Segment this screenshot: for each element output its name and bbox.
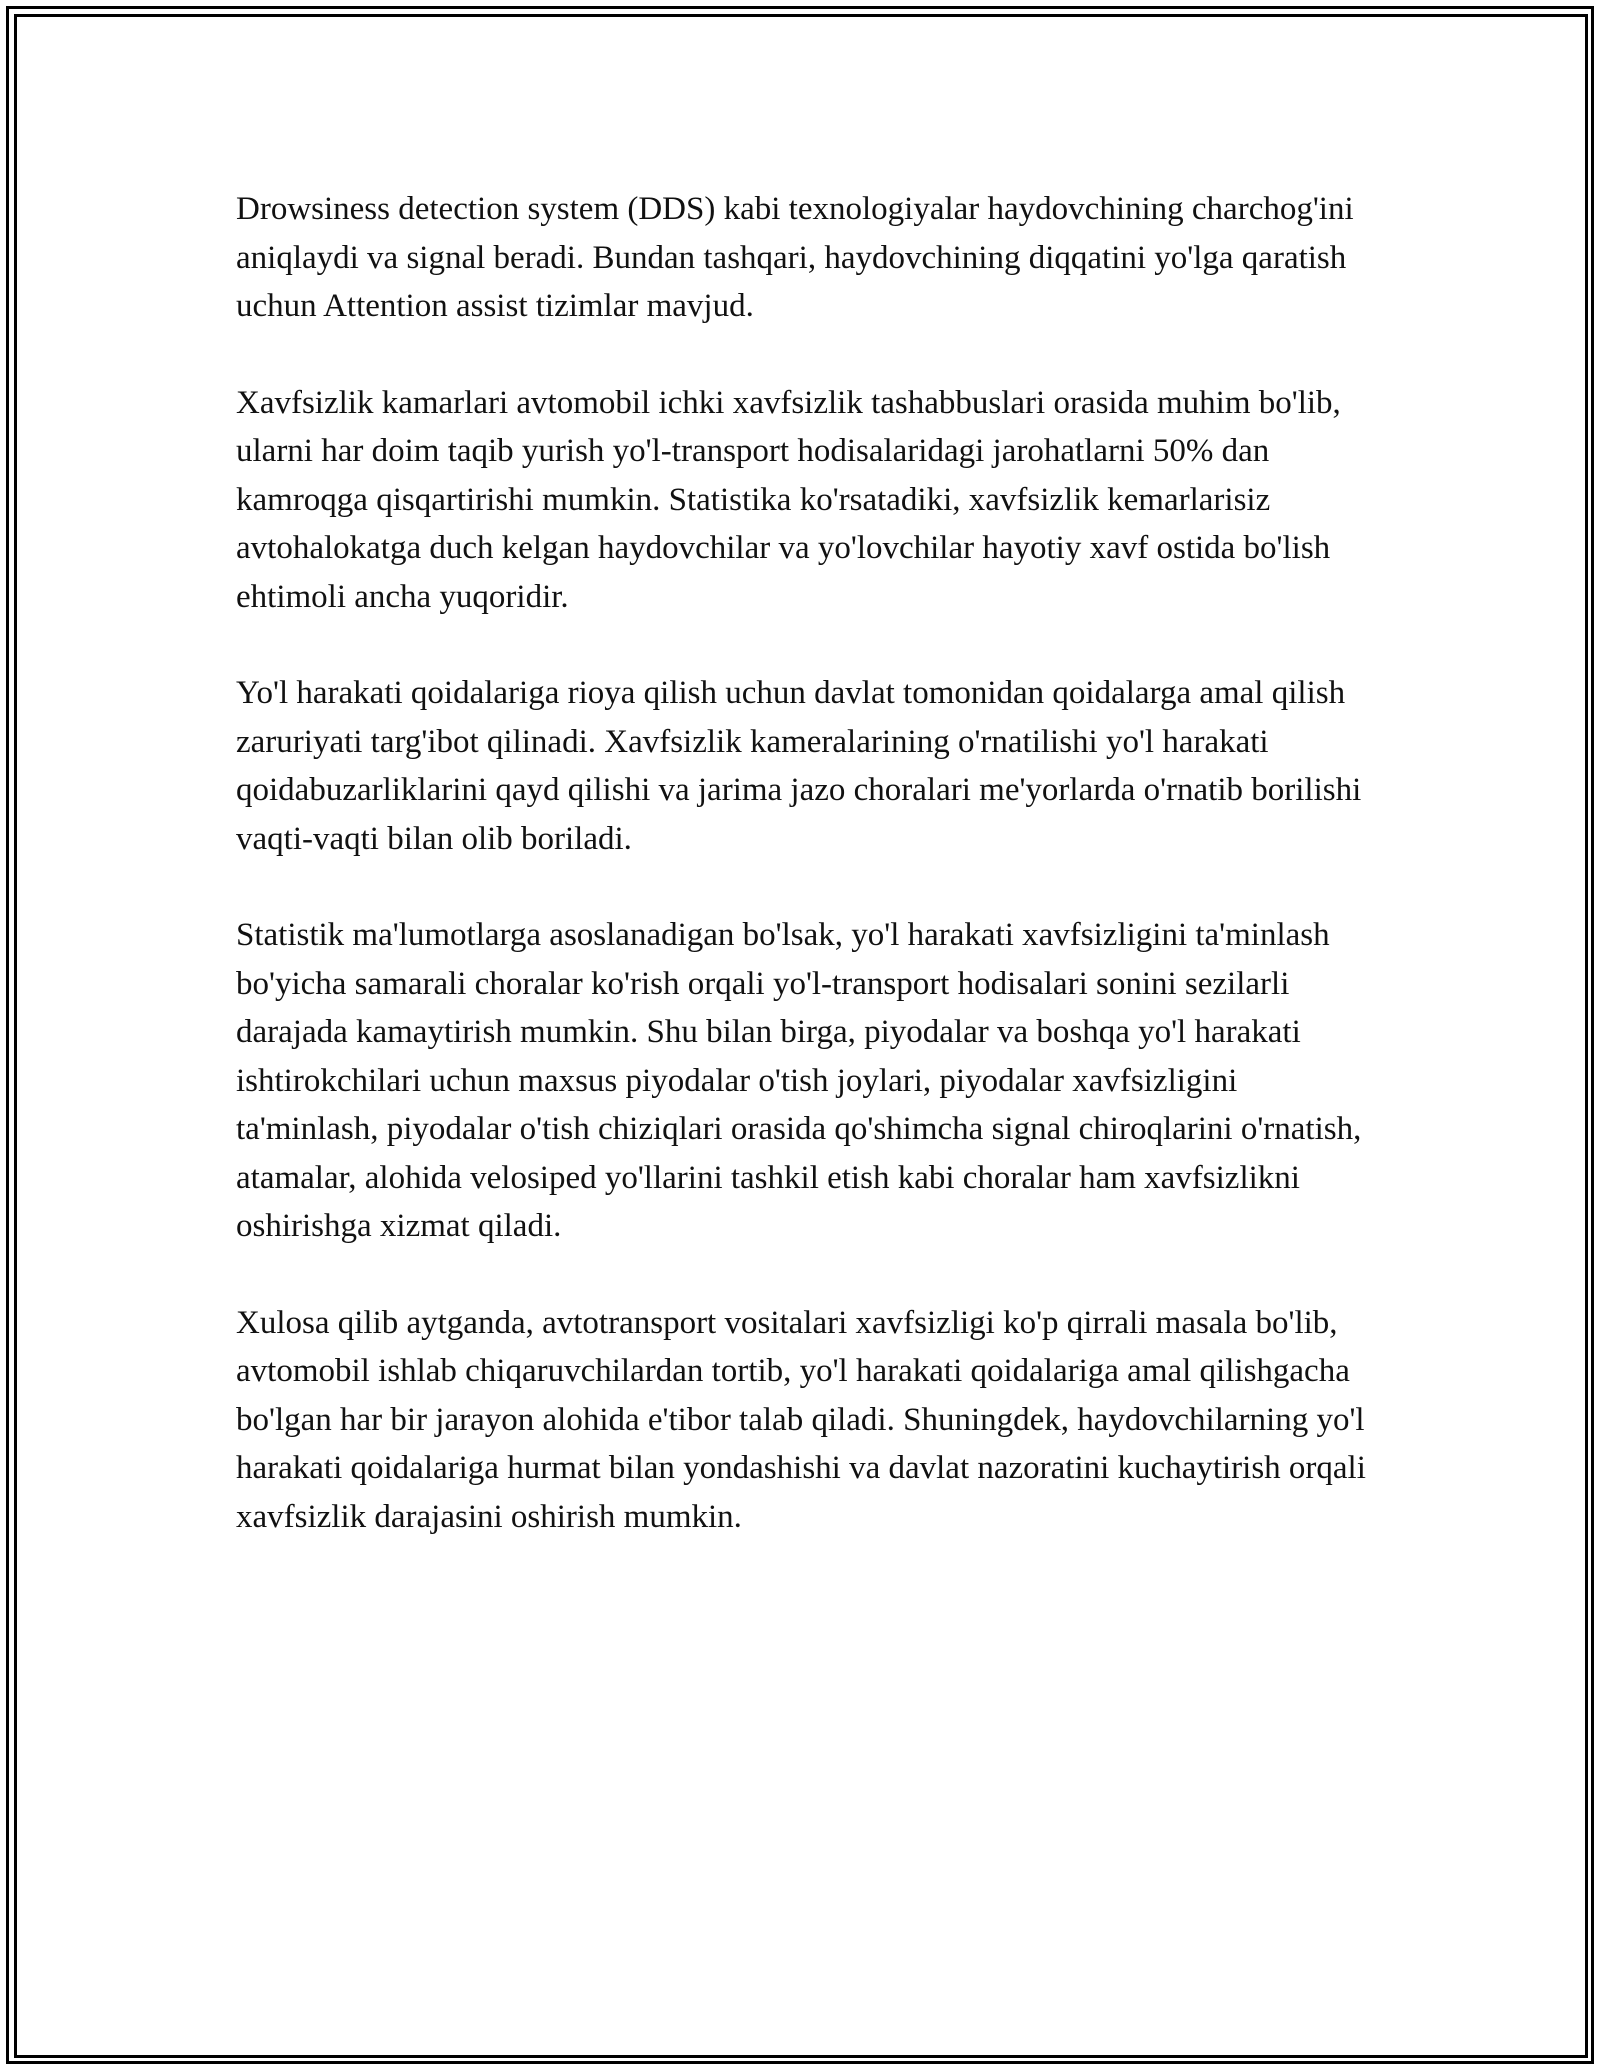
paragraph-seat-belts: Xavfsizlik kamarlari avtomobil ichki xavfsizlik tashabbuslari orasida muhim bo'lib, ularni har doim taqib yurish yo'l-transport hodisalaridagi jarohatlarni 50% dan kamroqga qisqartirishi mumkin. Statistika ko'rsatadiki, xavfsizlik kemarlarisiz avtohalokatga duch kelgan haydovchilar va yo'lovchilar hayotiy xavf ostida bo'lish ehtimoli ancha yuqoridir. xyxy=(236,384,1341,615)
document-body xyxy=(236,185,1386,1589)
paragraph-drowsiness-detection: Drowsiness detection system (DDS) kabi texnologiyalar haydovchining charchog'ini aniqlaydi va signal beradi. Bundan tashqari, haydovchining diqqatini yo'lga qaratish uchun Attention assist tizimlar mavjud. xyxy=(236,191,1354,324)
paragraph-traffic-rules: Yo'l harakati qoidalariga rioya qilish uchun davlat tomonidan qoidalarga amal qilish zaruriyati targ'ibot qilinadi. Xavfsizlik kameralarining o'rnatilishi yo'l harakati qoidabuzarliklarini qayd qilishi va jarima jazo choralari me'yorlarda o'rnatib borilishi vaqti-vaqti bilan olib boriladi. xyxy=(236,675,1362,857)
paragraph-statistics: Statistik ma'lumotlarga asoslanadigan bo'lsak, yo'l harakati xavfsizligini ta'minlash bo'yicha samarali choralar ko'rish orqali yo'l-transport hodisalari sonini sezilarli darajada kamaytirish mumkin. Shu bilan birga, piyodalar va boshqa yo'l harakati ishtirokchilari uchun maxsus piyodalar o'tish joylari, piyodalar xavfsizligini ta'minlash, piyodalar o'tish chiziqlari orasida qo'shimcha signal chiroqlarini o'rnatish, atamalar, alohida velosiped yo'llarini tashkil etish kabi choralar ham xavfsizlikni oshirishga xizmat qiladi. xyxy=(236,917,1362,1244)
paragraph-conclusion: Xulosa qilib aytganda, avtotransport vositalari xavfsizligi ko'p qirrali masala bo'lib, avtomobil ishlab chiqaruvchilardan tortib, yo'l harakati qoidalariga amal qilishgacha bo'lgan har bir jarayon alohida e'tibor talab qiladi. Shuningdek, haydovchilarning yo'l harakati qoidalariga hurmat bilan yondashishi va davlat nazoratini kuchaytirish orqali xavfsizlik darajasini oshirish mumkin. xyxy=(236,1304,1366,1535)
